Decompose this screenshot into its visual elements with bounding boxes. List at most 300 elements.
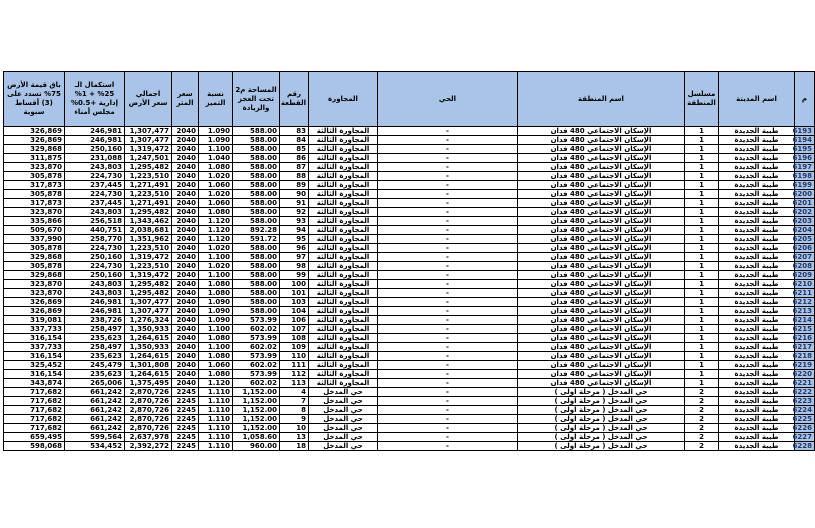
plot-number-cell: 85 <box>280 145 309 154</box>
total-price-cell: 1,350,933 <box>125 325 172 334</box>
completion-amount-cell: 250,160 <box>65 271 125 280</box>
city-name-cell: طيبة الجديدة <box>719 442 795 451</box>
header-plot-number: رقم القطعة <box>280 72 309 127</box>
plot-number-cell: 86 <box>280 154 309 163</box>
header-district: الحي <box>378 72 518 127</box>
table-row <box>4 199 815 208</box>
remaining-amount-cell: 717,682 <box>4 397 65 406</box>
completion-amount-cell: 661,242 <box>65 415 125 424</box>
zone-serial-cell: 1 <box>685 343 719 352</box>
meter-price-cell: 2040 <box>172 307 199 316</box>
remaining-amount-cell: 509,670 <box>4 226 65 235</box>
remaining-amount-cell: 337,733 <box>4 325 65 334</box>
zone-serial-cell: 1 <box>685 217 719 226</box>
district-cell: - <box>378 406 518 415</box>
zone-serial-cell: 1 <box>685 262 719 271</box>
district-cell: - <box>378 136 518 145</box>
city-name-cell: طيبة الجديدة <box>719 289 795 298</box>
plot-number-cell: 98 <box>280 262 309 271</box>
neighborhood-cell: المجاورة الثالثة <box>309 226 378 235</box>
neighborhood-cell: المجاورة الثالثة <box>309 352 378 361</box>
row-number-cell: 6216 <box>795 334 815 343</box>
area-cell: 960.00 <box>233 442 280 451</box>
distinction-ratio-cell: 1.020 <box>199 244 233 253</box>
completion-amount-cell: 246,981 <box>65 298 125 307</box>
district-cell: - <box>378 145 518 154</box>
total-price-cell: 2,870,726 <box>125 424 172 433</box>
total-price-cell: 2,870,726 <box>125 415 172 424</box>
total-price-cell: 2,038,681 <box>125 226 172 235</box>
remaining-amount-cell: 659,495 <box>4 433 65 442</box>
meter-price-cell: 2040 <box>172 325 199 334</box>
row-number-cell: 6200 <box>795 190 815 199</box>
remaining-amount-cell: 319,081 <box>4 316 65 325</box>
distinction-ratio-cell: 1.020 <box>199 262 233 271</box>
remaining-amount-cell: 337,990 <box>4 235 65 244</box>
neighborhood-cell: المجاورة الثالثة <box>309 181 378 190</box>
total-price-cell: 1,343,462 <box>125 217 172 226</box>
total-price-cell: 2,637,978 <box>125 433 172 442</box>
completion-amount-cell: 258,497 <box>65 343 125 352</box>
zone-name-cell: الإسكان الاجتماعي 480 فدان <box>518 172 685 181</box>
row-number-cell: 6226 <box>795 424 815 433</box>
area-cell: 892.28 <box>233 226 280 235</box>
remaining-amount-cell: 305,878 <box>4 172 65 181</box>
zone-name-cell: الإسكان الاجتماعي 480 فدان <box>518 262 685 271</box>
area-cell: 573.99 <box>233 370 280 379</box>
plot-number-cell: 96 <box>280 244 309 253</box>
row-number-cell: 6228 <box>795 442 815 451</box>
city-name-cell: طيبة الجديدة <box>719 343 795 352</box>
table-row <box>4 280 815 289</box>
area-cell: 1,152.00 <box>233 397 280 406</box>
remaining-amount-cell: 317,873 <box>4 181 65 190</box>
zone-name-cell: الإسكان الاجتماعي 480 فدان <box>518 289 685 298</box>
neighborhood-cell: حي المدخل <box>309 442 378 451</box>
neighborhood-cell: المجاورة الثالثة <box>309 379 378 388</box>
table-row <box>4 343 815 352</box>
remaining-amount-cell: 717,682 <box>4 424 65 433</box>
area-cell: 1,152.00 <box>233 415 280 424</box>
header-completion: استكمال الـ 25% + 1% إدارية +0.5% مجلس أمناء <box>65 72 125 127</box>
distinction-ratio-cell: 1.080 <box>199 289 233 298</box>
table-row <box>4 298 815 307</box>
row-number-cell: 6202 <box>795 208 815 217</box>
plot-number-cell: 103 <box>280 298 309 307</box>
total-price-cell: 2,870,726 <box>125 388 172 397</box>
meter-price-cell: 2040 <box>172 154 199 163</box>
city-name-cell: طيبة الجديدة <box>719 154 795 163</box>
area-cell: 588.00 <box>233 271 280 280</box>
distinction-ratio-cell: 1.080 <box>199 352 233 361</box>
meter-price-cell: 2040 <box>172 280 199 289</box>
distinction-ratio-cell: 1.100 <box>199 253 233 262</box>
district-cell: - <box>378 343 518 352</box>
neighborhood-cell: المجاورة الثالثة <box>309 289 378 298</box>
neighborhood-cell: المجاورة الثالثة <box>309 334 378 343</box>
table-row <box>4 370 815 379</box>
area-cell: 588.00 <box>233 172 280 181</box>
district-cell: - <box>378 361 518 370</box>
plot-number-cell: 9 <box>280 415 309 424</box>
meter-price-cell: 2040 <box>172 271 199 280</box>
city-name-cell: طيبة الجديدة <box>719 190 795 199</box>
total-price-cell: 1,223,510 <box>125 262 172 271</box>
district-cell: - <box>378 334 518 343</box>
neighborhood-cell: المجاورة الثالثة <box>309 172 378 181</box>
table-body <box>4 127 815 451</box>
plot-number-cell: 4 <box>280 388 309 397</box>
distinction-ratio-cell: 1.060 <box>199 361 233 370</box>
zone-name-cell: حي المدخل ( مرحلة اولى ) <box>518 406 685 415</box>
meter-price-cell: 2040 <box>172 145 199 154</box>
zone-name-cell: الإسكان الاجتماعي 480 فدان <box>518 154 685 163</box>
district-cell: - <box>378 397 518 406</box>
area-cell: 588.00 <box>233 298 280 307</box>
distinction-ratio-cell: 1.090 <box>199 307 233 316</box>
remaining-amount-cell: 337,733 <box>4 343 65 352</box>
city-name-cell: طيبة الجديدة <box>719 325 795 334</box>
table-row <box>4 208 815 217</box>
plot-number-cell: 106 <box>280 316 309 325</box>
completion-amount-cell: 243,803 <box>65 280 125 289</box>
row-number-cell: 6224 <box>795 406 815 415</box>
total-price-cell: 1,264,615 <box>125 334 172 343</box>
remaining-amount-cell: 323,870 <box>4 280 65 289</box>
area-cell: 588.00 <box>233 127 280 136</box>
row-number-cell: 6214 <box>795 316 815 325</box>
zone-serial-cell: 2 <box>685 415 719 424</box>
table-row <box>4 253 815 262</box>
meter-price-cell: 2040 <box>172 127 199 136</box>
zone-name-cell: الإسكان الاجتماعي 480 فدان <box>518 145 685 154</box>
table-row <box>4 172 815 181</box>
distinction-ratio-cell: 1.060 <box>199 199 233 208</box>
neighborhood-cell: المجاورة الثالثة <box>309 280 378 289</box>
completion-amount-cell: 243,803 <box>65 208 125 217</box>
distinction-ratio-cell: 1.120 <box>199 217 233 226</box>
completion-amount-cell: 231,088 <box>65 154 125 163</box>
remaining-amount-cell: 326,869 <box>4 136 65 145</box>
city-name-cell: طيبة الجديدة <box>719 199 795 208</box>
area-cell: 588.00 <box>233 163 280 172</box>
zone-name-cell: الإسكان الاجتماعي 480 فدان <box>518 352 685 361</box>
meter-price-cell: 2040 <box>172 190 199 199</box>
distinction-ratio-cell: 1.080 <box>199 334 233 343</box>
zone-name-cell: الإسكان الاجتماعي 480 فدان <box>518 298 685 307</box>
meter-price-cell: 2040 <box>172 199 199 208</box>
zone-serial-cell: 1 <box>685 253 719 262</box>
zone-serial-cell: 1 <box>685 280 719 289</box>
table-row <box>4 127 815 136</box>
plot-number-cell: 99 <box>280 271 309 280</box>
neighborhood-cell: المجاورة الثالثة <box>309 208 378 217</box>
distinction-ratio-cell: 1.110 <box>199 406 233 415</box>
meter-price-cell: 2040 <box>172 163 199 172</box>
plot-number-cell: 101 <box>280 289 309 298</box>
city-name-cell: طيبة الجديدة <box>719 433 795 442</box>
zone-name-cell: الإسكان الاجتماعي 480 فدان <box>518 280 685 289</box>
table-row <box>4 397 815 406</box>
table-row <box>4 316 815 325</box>
district-cell: - <box>378 217 518 226</box>
completion-amount-cell: 235,623 <box>65 370 125 379</box>
row-number-cell: 6223 <box>795 397 815 406</box>
plot-number-cell: 108 <box>280 334 309 343</box>
city-name-cell: طيبة الجديدة <box>719 244 795 253</box>
total-price-cell: 1,295,482 <box>125 289 172 298</box>
zone-serial-cell: 1 <box>685 361 719 370</box>
remaining-amount-cell: 323,870 <box>4 208 65 217</box>
distinction-ratio-cell: 1.060 <box>199 181 233 190</box>
zone-name-cell: الإسكان الاجتماعي 480 فدان <box>518 136 685 145</box>
completion-amount-cell: 235,623 <box>65 334 125 343</box>
neighborhood-cell: حي المدخل <box>309 397 378 406</box>
remaining-amount-cell: 305,878 <box>4 262 65 271</box>
table-row <box>4 361 815 370</box>
header-zone-name: اسم المنطقة <box>518 72 685 127</box>
zone-name-cell: الإسكان الاجتماعي 480 فدان <box>518 370 685 379</box>
district-cell: - <box>378 235 518 244</box>
district-cell: - <box>378 163 518 172</box>
neighborhood-cell: المجاورة الثالثة <box>309 298 378 307</box>
header-meter-price: سعر المتر <box>172 72 199 127</box>
total-price-cell: 1,264,615 <box>125 370 172 379</box>
meter-price-cell: 2040 <box>172 316 199 325</box>
zone-name-cell: حي المدخل ( مرحلة اولى ) <box>518 415 685 424</box>
district-cell: - <box>378 262 518 271</box>
table-row <box>4 406 815 415</box>
city-name-cell: طيبة الجديدة <box>719 145 795 154</box>
header-city: اسم المدينة <box>719 72 795 127</box>
neighborhood-cell: المجاورة الثالثة <box>309 361 378 370</box>
meter-price-cell: 2245 <box>172 424 199 433</box>
row-number-cell: 6198 <box>795 172 815 181</box>
zone-name-cell: الإسكان الاجتماعي 480 فدان <box>518 244 685 253</box>
zone-serial-cell: 2 <box>685 397 719 406</box>
area-cell: 588.00 <box>233 253 280 262</box>
zone-name-cell: حي المدخل ( مرحلة اولى ) <box>518 433 685 442</box>
distinction-ratio-cell: 1.080 <box>199 280 233 289</box>
meter-price-cell: 2040 <box>172 352 199 361</box>
remaining-amount-cell: 326,869 <box>4 298 65 307</box>
zone-serial-cell: 1 <box>685 298 719 307</box>
city-name-cell: طيبة الجديدة <box>719 388 795 397</box>
district-cell: - <box>378 379 518 388</box>
total-price-cell: 1,350,933 <box>125 343 172 352</box>
remaining-amount-cell: 305,878 <box>4 190 65 199</box>
distinction-ratio-cell: 1.110 <box>199 388 233 397</box>
distinction-ratio-cell: 1.080 <box>199 163 233 172</box>
meter-price-cell: 2040 <box>172 343 199 352</box>
city-name-cell: طيبة الجديدة <box>719 172 795 181</box>
zone-serial-cell: 1 <box>685 334 719 343</box>
remaining-amount-cell: 335,866 <box>4 217 65 226</box>
row-number-cell: 6222 <box>795 388 815 397</box>
remaining-amount-cell: 325,452 <box>4 361 65 370</box>
zone-serial-cell: 1 <box>685 136 719 145</box>
neighborhood-cell: حي المدخل <box>309 406 378 415</box>
plot-number-cell: 97 <box>280 253 309 262</box>
row-number-cell: 6207 <box>795 253 815 262</box>
zone-serial-cell: 1 <box>685 370 719 379</box>
total-price-cell: 1,351,962 <box>125 235 172 244</box>
distinction-ratio-cell: 1.120 <box>199 379 233 388</box>
zone-serial-cell: 2 <box>685 442 719 451</box>
city-name-cell: طيبة الجديدة <box>719 262 795 271</box>
plot-number-cell: 109 <box>280 343 309 352</box>
distinction-ratio-cell: 1.020 <box>199 190 233 199</box>
city-name-cell: طيبة الجديدة <box>719 316 795 325</box>
completion-amount-cell: 250,160 <box>65 145 125 154</box>
zone-name-cell: الإسكان الاجتماعي 480 فدان <box>518 127 685 136</box>
table-row <box>4 136 815 145</box>
row-number-cell: 6193 <box>795 127 815 136</box>
area-cell: 588.00 <box>233 145 280 154</box>
zone-name-cell: الإسكان الاجتماعي 480 فدان <box>518 163 685 172</box>
row-number-cell: 6227 <box>795 433 815 442</box>
total-price-cell: 1,247,501 <box>125 154 172 163</box>
remaining-amount-cell: 343,874 <box>4 379 65 388</box>
city-name-cell: طيبة الجديدة <box>719 136 795 145</box>
neighborhood-cell: المجاورة الثالثة <box>309 217 378 226</box>
district-cell: - <box>378 415 518 424</box>
row-number-cell: 6211 <box>795 289 815 298</box>
district-cell: - <box>378 127 518 136</box>
table-row <box>4 424 815 433</box>
row-number-cell: 6199 <box>795 181 815 190</box>
meter-price-cell: 2245 <box>172 433 199 442</box>
meter-price-cell: 2040 <box>172 334 199 343</box>
total-price-cell: 1,307,477 <box>125 307 172 316</box>
neighborhood-cell: المجاورة الثالثة <box>309 244 378 253</box>
zone-serial-cell: 1 <box>685 145 719 154</box>
district-cell: - <box>378 298 518 307</box>
completion-amount-cell: 661,242 <box>65 388 125 397</box>
zone-serial-cell: 2 <box>685 433 719 442</box>
completion-amount-cell: 224,730 <box>65 190 125 199</box>
district-cell: - <box>378 154 518 163</box>
district-cell: - <box>378 271 518 280</box>
completion-amount-cell: 440,751 <box>65 226 125 235</box>
meter-price-cell: 2245 <box>172 388 199 397</box>
neighborhood-cell: المجاورة الثالثة <box>309 127 378 136</box>
city-name-cell: طيبة الجديدة <box>719 127 795 136</box>
remaining-amount-cell: 326,869 <box>4 307 65 316</box>
zone-name-cell: الإسكان الاجتماعي 480 فدان <box>518 325 685 334</box>
zone-name-cell: الإسكان الاجتماعي 480 فدان <box>518 226 685 235</box>
district-cell: - <box>378 424 518 433</box>
table-row <box>4 244 815 253</box>
neighborhood-cell: المجاورة الثالثة <box>309 145 378 154</box>
row-number-cell: 6225 <box>795 415 815 424</box>
remaining-amount-cell: 717,682 <box>4 388 65 397</box>
plot-number-cell: 91 <box>280 199 309 208</box>
zone-name-cell: الإسكان الاجتماعي 480 فدان <box>518 316 685 325</box>
total-price-cell: 1,375,495 <box>125 379 172 388</box>
remaining-amount-cell: 316,154 <box>4 334 65 343</box>
area-cell: 1,152.00 <box>233 388 280 397</box>
neighborhood-cell: المجاورة الثالثة <box>309 190 378 199</box>
area-cell: 588.00 <box>233 154 280 163</box>
completion-amount-cell: 599,564 <box>65 433 125 442</box>
meter-price-cell: 2245 <box>172 442 199 451</box>
total-price-cell: 1,295,482 <box>125 280 172 289</box>
table-row <box>4 379 815 388</box>
zone-name-cell: الإسكان الاجتماعي 480 فدان <box>518 208 685 217</box>
neighborhood-cell: المجاورة الثالثة <box>309 316 378 325</box>
zone-serial-cell: 1 <box>685 316 719 325</box>
plot-number-cell: 95 <box>280 235 309 244</box>
plot-number-cell: 93 <box>280 217 309 226</box>
zone-serial-cell: 2 <box>685 424 719 433</box>
remaining-amount-cell: 323,870 <box>4 289 65 298</box>
plot-number-cell: 88 <box>280 172 309 181</box>
completion-amount-cell: 224,730 <box>65 244 125 253</box>
remaining-amount-cell: 329,868 <box>4 145 65 154</box>
distinction-ratio-cell: 1.080 <box>199 370 233 379</box>
row-number-cell: 6217 <box>795 343 815 352</box>
distinction-ratio-cell: 1.110 <box>199 415 233 424</box>
total-price-cell: 1,271,491 <box>125 199 172 208</box>
header-area: المساحة م2 تحت العجز والزيادة <box>233 72 280 127</box>
row-number-cell: 6206 <box>795 244 815 253</box>
remaining-amount-cell: 316,154 <box>4 352 65 361</box>
remaining-amount-cell: 598,068 <box>4 442 65 451</box>
neighborhood-cell: المجاورة الثالثة <box>309 136 378 145</box>
header-m: م <box>795 72 815 127</box>
city-name-cell: طيبة الجديدة <box>719 406 795 415</box>
neighborhood-cell: حي المدخل <box>309 424 378 433</box>
city-name-cell: طيبة الجديدة <box>719 415 795 424</box>
distinction-ratio-cell: 1.080 <box>199 208 233 217</box>
row-number-cell: 6196 <box>795 154 815 163</box>
completion-amount-cell: 246,981 <box>65 127 125 136</box>
remaining-amount-cell: 326,869 <box>4 127 65 136</box>
neighborhood-cell: حي المدخل <box>309 433 378 442</box>
distinction-ratio-cell: 1.040 <box>199 154 233 163</box>
total-price-cell: 2,870,726 <box>125 397 172 406</box>
meter-price-cell: 2040 <box>172 262 199 271</box>
meter-price-cell: 2040 <box>172 361 199 370</box>
table-row <box>4 163 815 172</box>
meter-price-cell: 2040 <box>172 244 199 253</box>
plot-number-cell: 18 <box>280 442 309 451</box>
zone-serial-cell: 1 <box>685 199 719 208</box>
meter-price-cell: 2040 <box>172 379 199 388</box>
meter-price-cell: 2245 <box>172 397 199 406</box>
area-cell: 573.99 <box>233 352 280 361</box>
zone-name-cell: الإسكان الاجتماعي 480 فدان <box>518 217 685 226</box>
row-number-cell: 6194 <box>795 136 815 145</box>
meter-price-cell: 2040 <box>172 181 199 190</box>
distinction-ratio-cell: 1.100 <box>199 343 233 352</box>
city-name-cell: طيبة الجديدة <box>719 361 795 370</box>
completion-amount-cell: 245,479 <box>65 361 125 370</box>
zone-name-cell: حي المدخل ( مرحلة اولى ) <box>518 424 685 433</box>
plot-number-cell: 89 <box>280 181 309 190</box>
city-name-cell: طيبة الجديدة <box>719 298 795 307</box>
table-row <box>4 226 815 235</box>
total-price-cell: 1,307,477 <box>125 127 172 136</box>
header-total-price: اجمالي سعر الأرض <box>125 72 172 127</box>
plot-number-cell: 113 <box>280 379 309 388</box>
meter-price-cell: 2040 <box>172 253 199 262</box>
neighborhood-cell: حي المدخل <box>309 388 378 397</box>
table-row <box>4 154 815 163</box>
remaining-amount-cell: 305,878 <box>4 244 65 253</box>
completion-amount-cell: 250,160 <box>65 253 125 262</box>
